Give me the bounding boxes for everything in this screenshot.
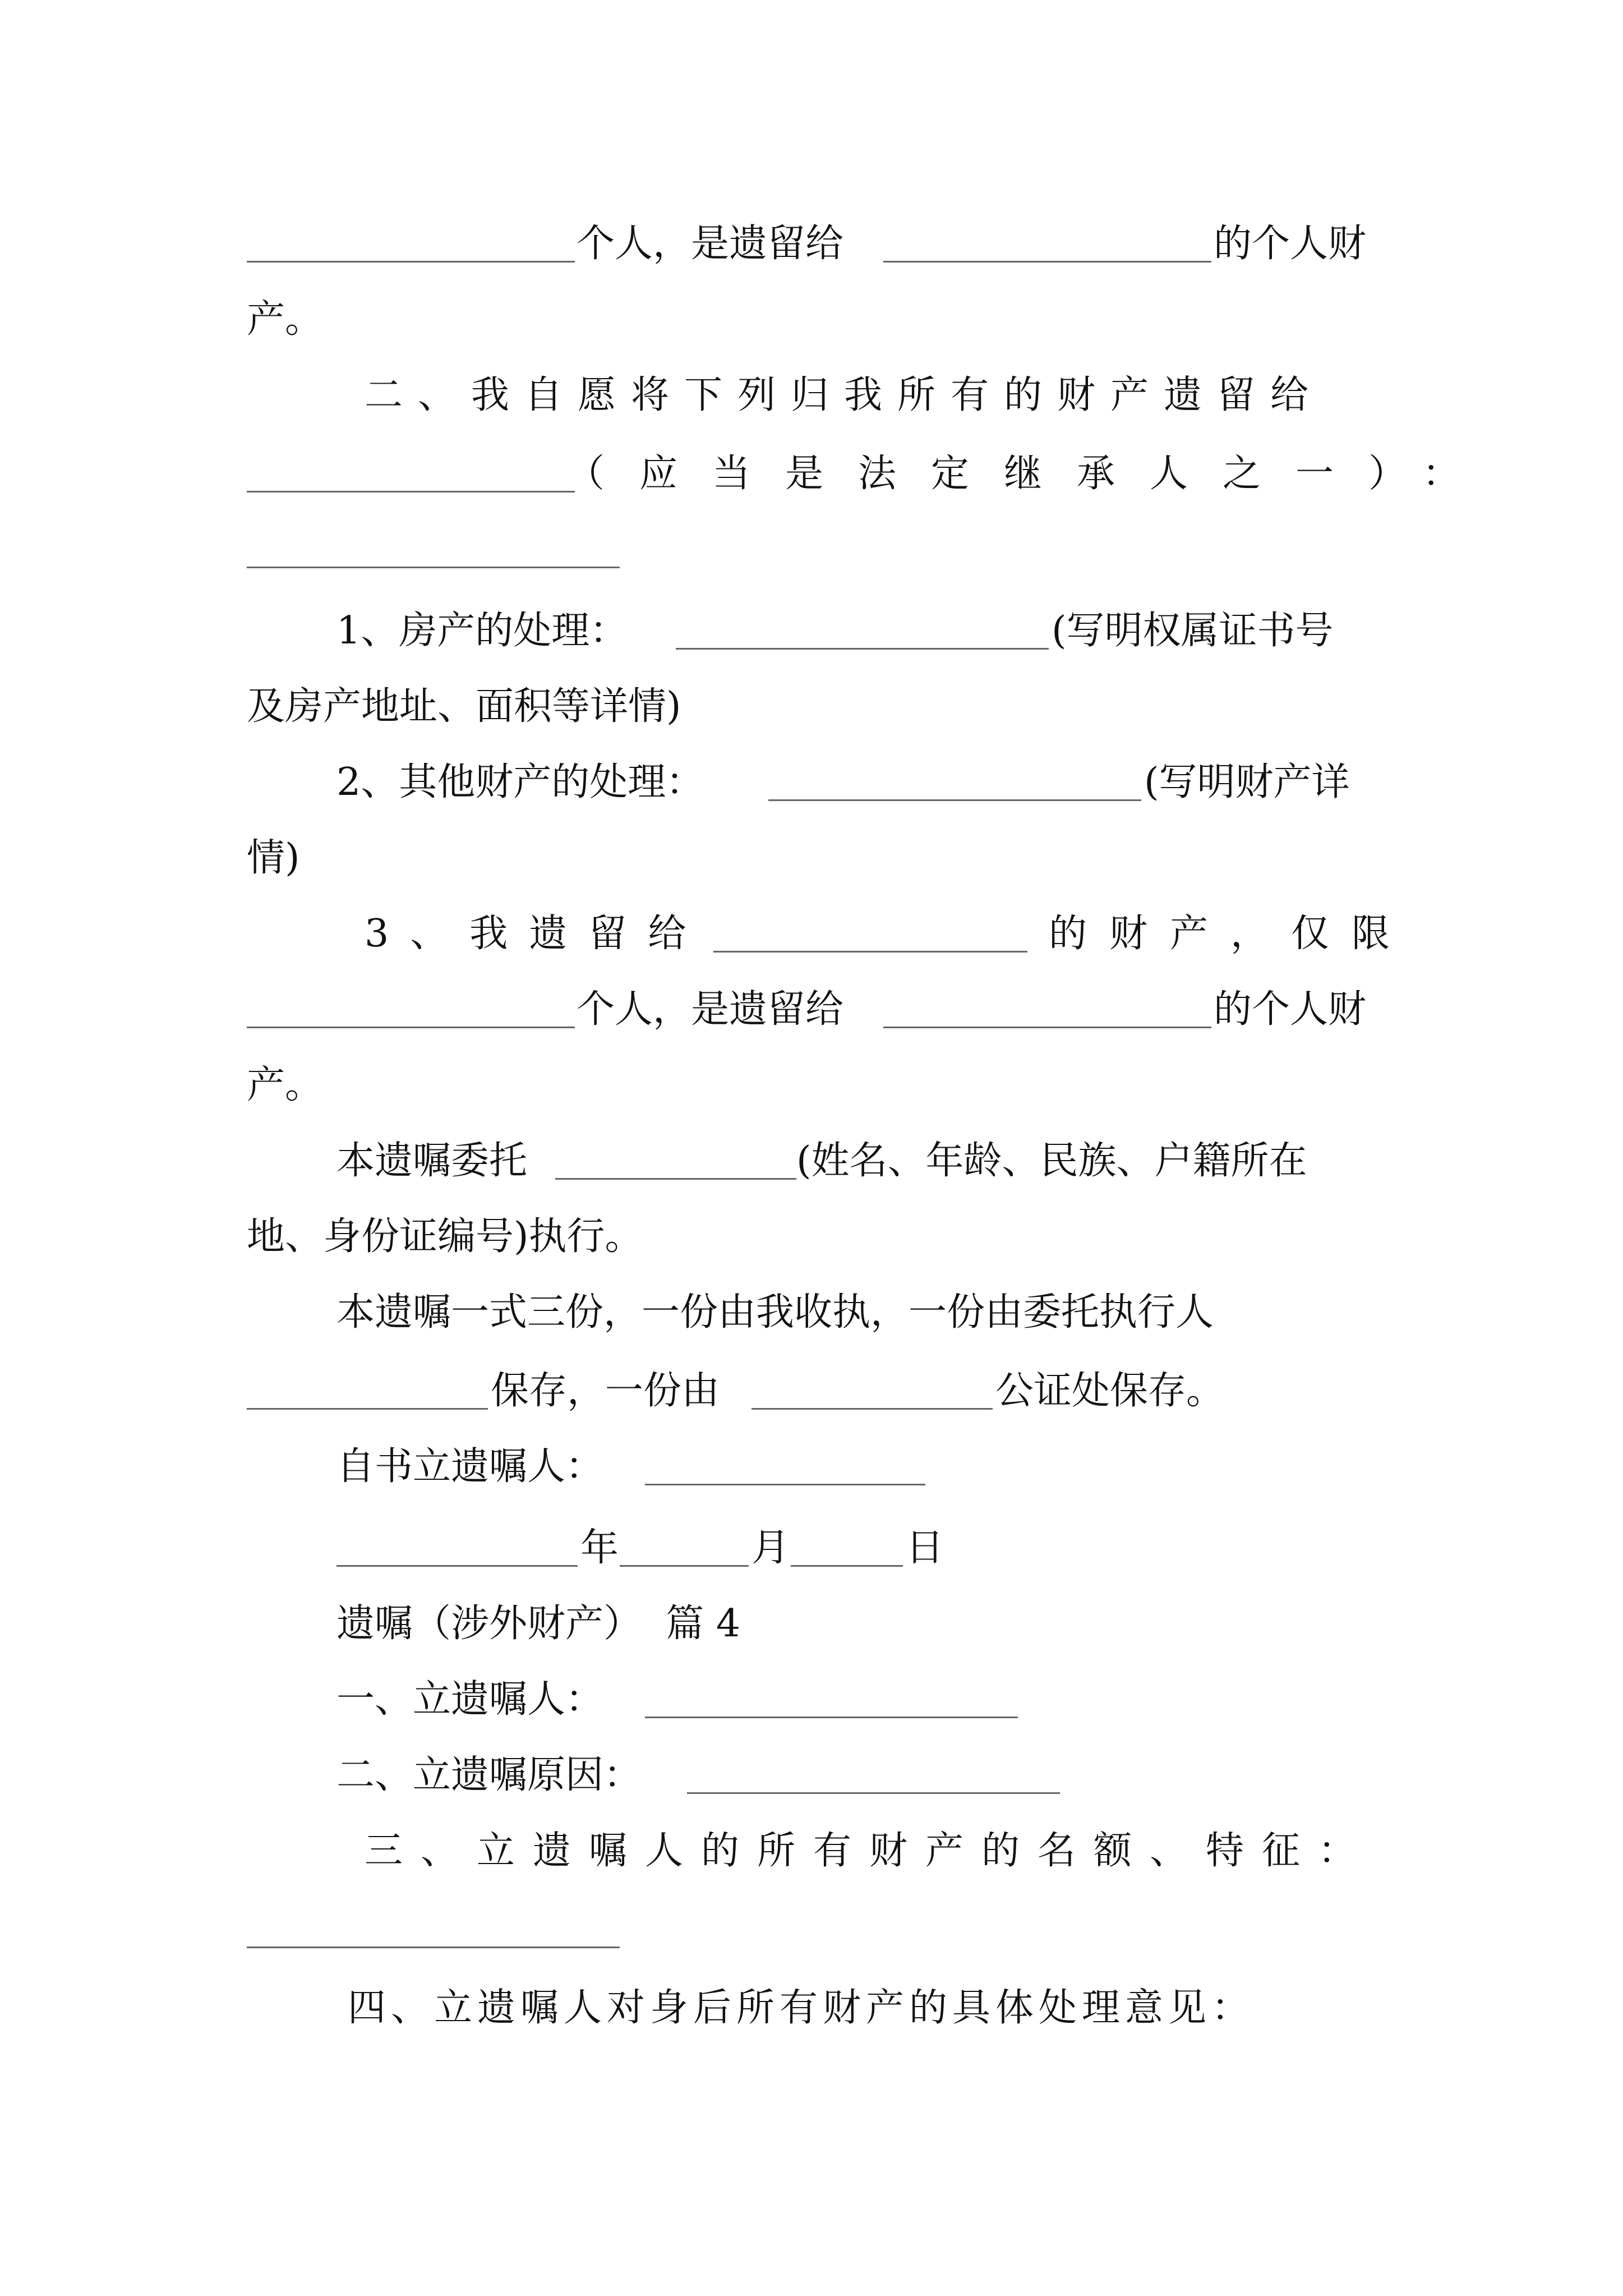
text-line: 的个人财	[1214, 987, 1367, 1032]
text-line: 三、立遗嘱人的所有财产的名额、特征：	[365, 1829, 1375, 1873]
blank-line	[687, 1792, 1060, 1794]
text-line: 的个人财	[1214, 222, 1367, 266]
blank-line	[883, 1027, 1211, 1028]
text-line: 月	[751, 1526, 790, 1570]
section-heading: 遗嘱（涉外财产） 篇 4	[336, 1602, 741, 1646]
text-line: 日	[906, 1526, 944, 1570]
blank-line	[555, 1178, 796, 1180]
text-line: 个人，是遗留给	[577, 987, 844, 1032]
blank-line	[336, 1565, 578, 1567]
blank-line	[751, 1408, 993, 1410]
text-line: (写明财产详	[1144, 760, 1350, 804]
blank-line	[883, 261, 1211, 263]
blank-line	[247, 1408, 488, 1410]
text-line: 公证处保存。	[995, 1369, 1225, 1413]
text-line: 2、其他财产的处理：	[336, 760, 704, 804]
text-line: 1、房产的处理：	[336, 609, 628, 653]
text-line: 本遗嘱委托	[336, 1139, 528, 1183]
blank-line	[791, 1565, 903, 1567]
text-line: 保存，一份由	[491, 1369, 720, 1413]
blank-line	[247, 567, 620, 568]
blank-line	[247, 491, 575, 493]
text-line: 自书立遗嘱人：	[336, 1444, 604, 1489]
text-line: (写明权属证书号	[1052, 609, 1334, 653]
blank-line	[620, 1565, 749, 1567]
text-line: （应当是法定继承人之一）：	[566, 452, 1496, 496]
text-line: 的财产，仅限	[1049, 912, 1413, 956]
text-line: 二、立遗嘱原因：	[336, 1753, 642, 1797]
blank-line	[645, 1717, 1018, 1718]
blank-line	[645, 1484, 925, 1485]
text-line: 年	[580, 1526, 619, 1570]
text-line: 四、立遗嘱人对身后所有财产的具体处理意见：	[348, 1986, 1255, 2030]
text-line: 及房产地址、面积等详情)	[247, 684, 681, 729]
text-line: 个人，是遗留给	[577, 222, 844, 266]
blank-line	[247, 1947, 620, 1948]
text-line: 地、身份证编号)执行。	[247, 1214, 643, 1259]
text-line: 产。	[247, 297, 324, 342]
text-line: 本遗嘱一式三份，一份由我收执，一份由委托执行人	[336, 1290, 1214, 1335]
text-line: 二、我自愿将下列归我所有的财产遗留给	[365, 373, 1324, 417]
blank-line	[713, 951, 1027, 953]
blank-line	[247, 261, 575, 263]
text-line: 3、我遗留给	[365, 912, 708, 956]
blank-line	[676, 648, 1049, 650]
text-line: 情)	[247, 836, 300, 880]
text-line: 一、立遗嘱人：	[336, 1677, 604, 1722]
blank-line	[247, 1027, 575, 1028]
text-line: 产。	[247, 1063, 324, 1107]
blank-line	[768, 799, 1141, 801]
text-line: (姓名、年龄、民族、户籍所在	[796, 1139, 1307, 1183]
